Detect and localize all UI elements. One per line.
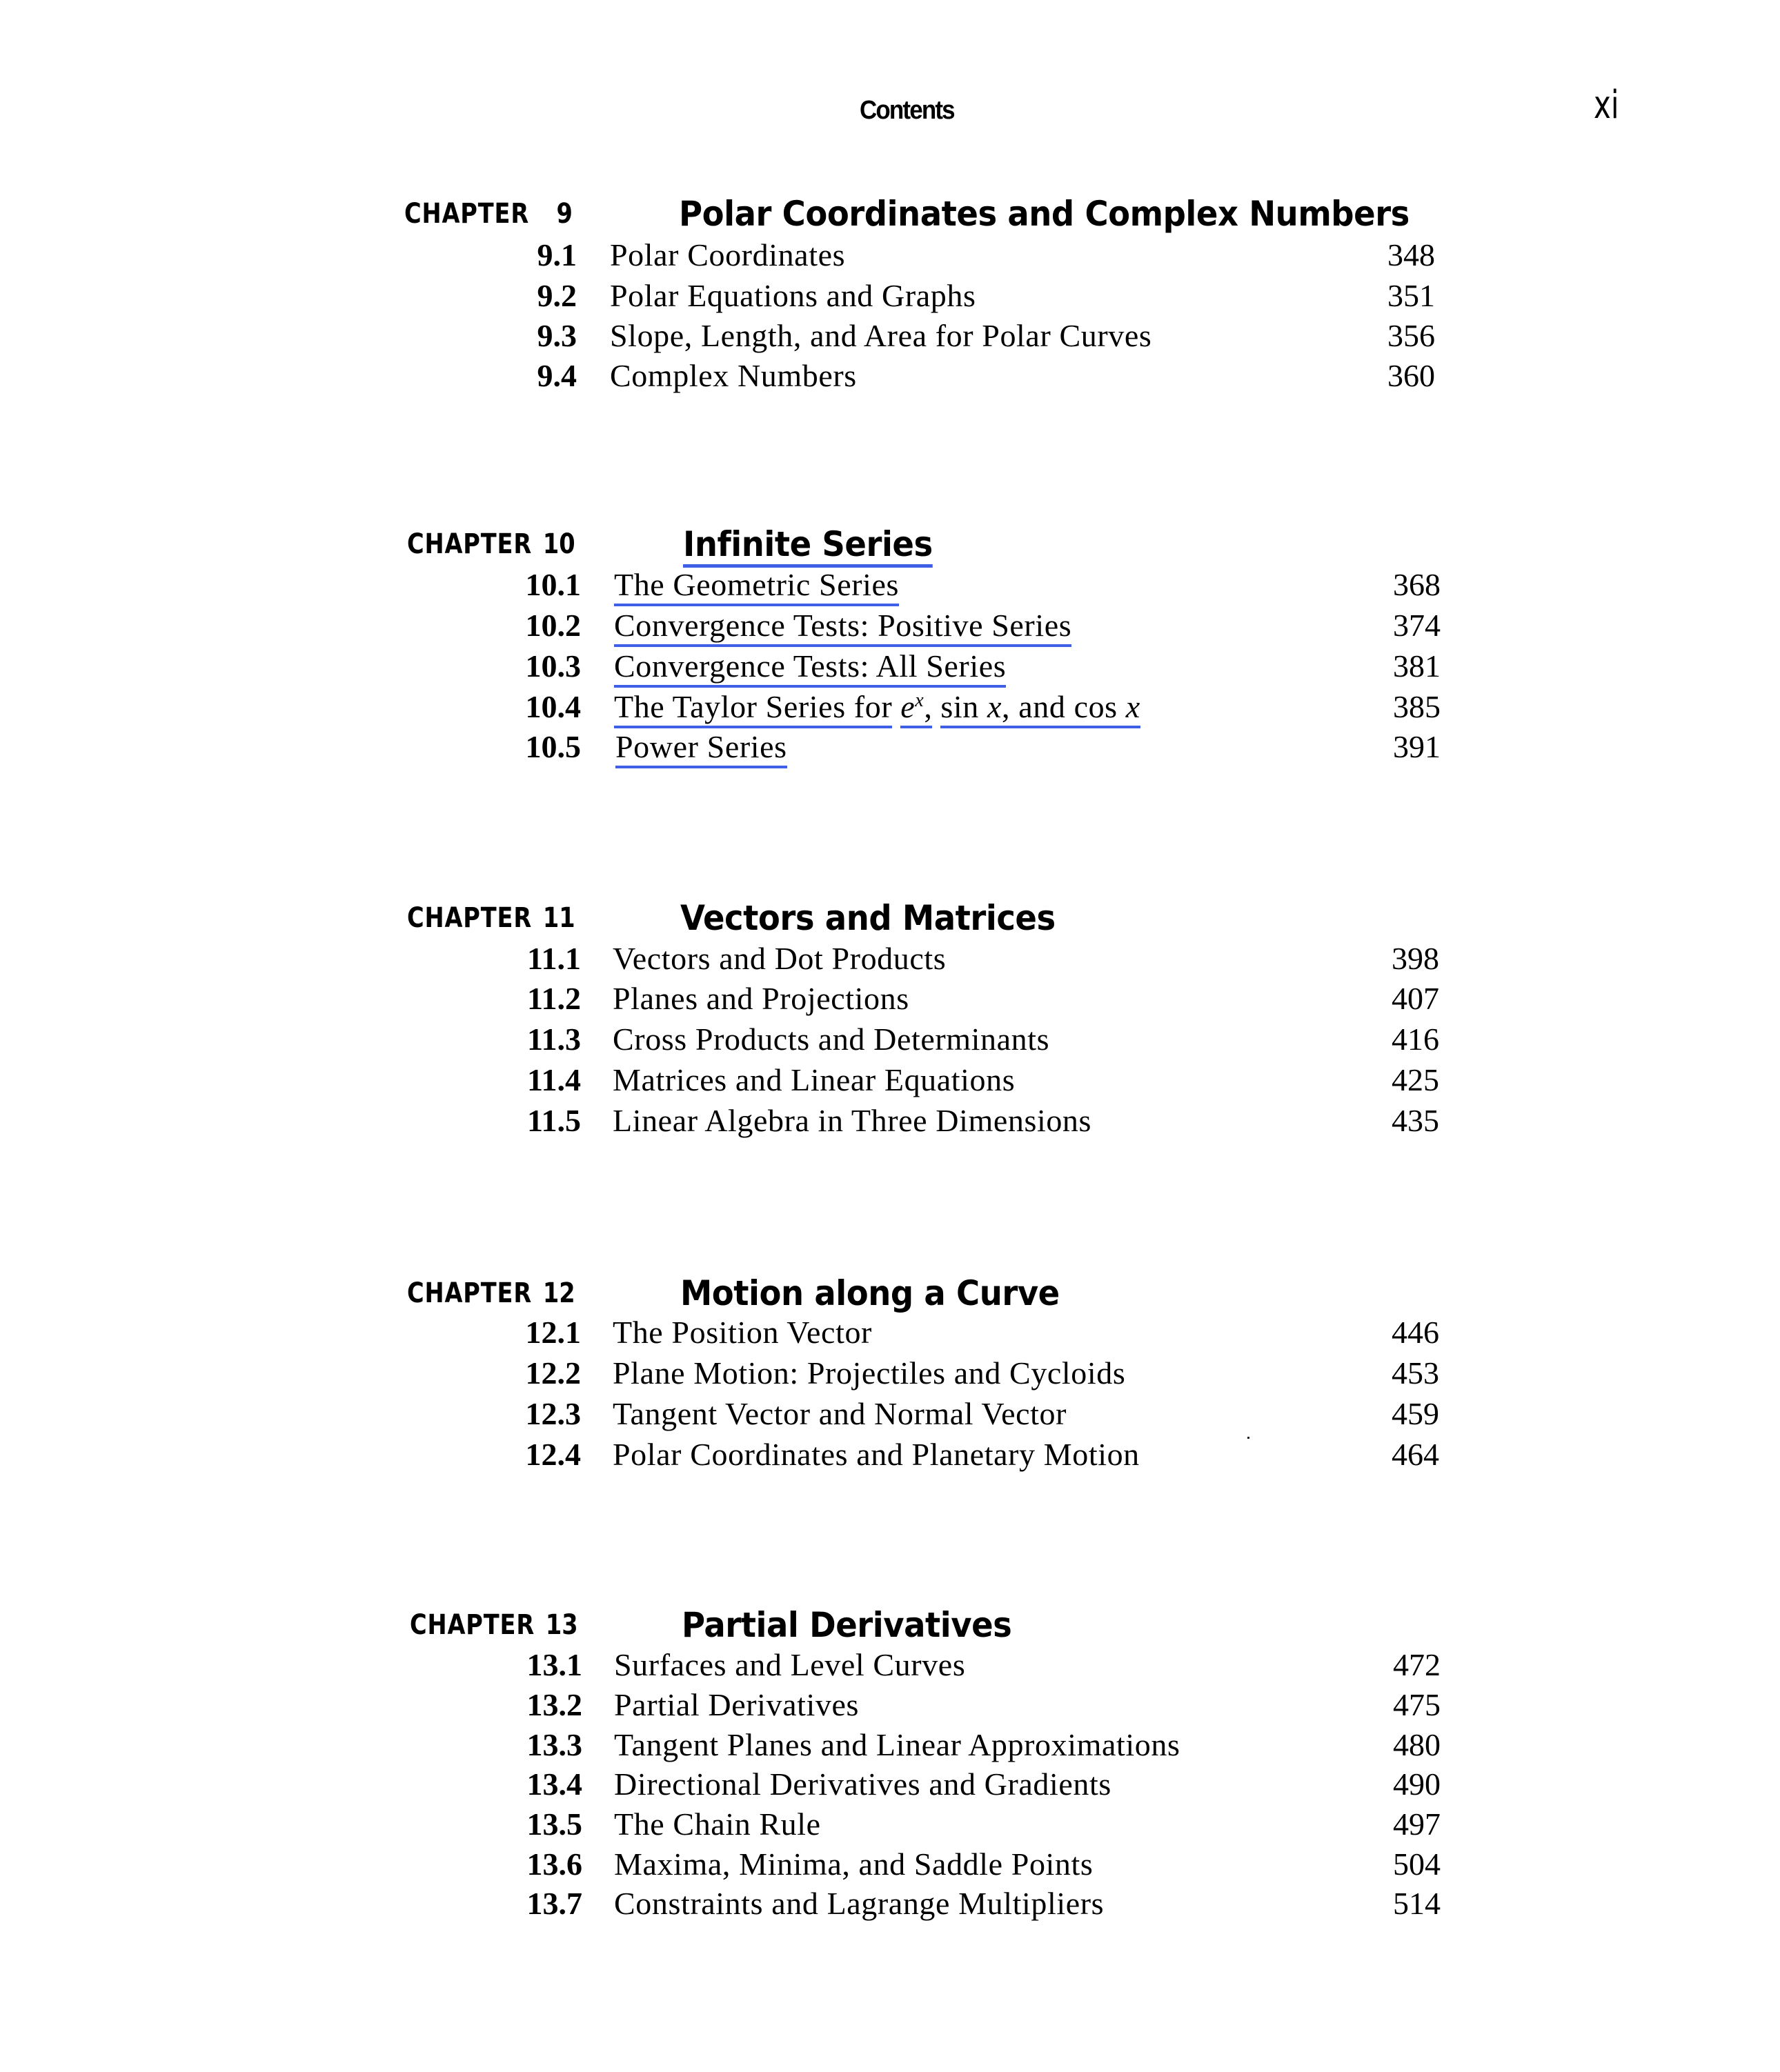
- math-exponent-x: x: [915, 690, 924, 711]
- chapter-title[interactable]: Infinite Series: [683, 524, 933, 568]
- toc-row: [0, 1685, 1780, 1725]
- section-title: Polar Coordinates: [610, 237, 846, 272]
- chapter-title: Motion along a Curve: [680, 1273, 1060, 1313]
- section-number: 10.1: [525, 567, 581, 602]
- section-number: 10.3: [525, 648, 581, 684]
- section-page: 381: [1393, 648, 1441, 684]
- toc-row: [0, 1764, 1780, 1804]
- section-page: 385: [1393, 689, 1441, 724]
- toc-row: [0, 1101, 1780, 1141]
- section-title: Complex Numbers: [610, 358, 857, 393]
- section-title[interactable]: The Geometric Series: [614, 567, 899, 606]
- chapter-title: Vectors and Matrices: [680, 898, 1056, 938]
- chapter-label: [407, 524, 580, 565]
- section-number: 10.5: [525, 729, 581, 764]
- section-title[interactable]: Convergence Tests: Positive Series: [614, 608, 1071, 647]
- chapter-label: [404, 193, 577, 235]
- section-page: 446: [1392, 1315, 1439, 1350]
- section-title: Constraints and Lagrange Multipliers: [614, 1886, 1105, 1921]
- section-number: 9.3: [537, 318, 577, 353]
- chapter-label: [407, 1273, 580, 1314]
- scan-speck: [1247, 1437, 1249, 1439]
- section-page: 514: [1393, 1886, 1441, 1921]
- comma: ,: [924, 689, 933, 724]
- section-page: 391: [1393, 729, 1441, 764]
- toc-row: [0, 1435, 1780, 1475]
- section-page: 360: [1387, 358, 1435, 393]
- section-number: 13.6: [526, 1846, 582, 1882]
- section-title-link[interactable]: [614, 565, 899, 605]
- section-number: 10.2: [525, 608, 581, 643]
- toc-row-link[interactable]: [0, 565, 1780, 605]
- section-page: 475: [1393, 1687, 1441, 1722]
- section-title-link[interactable]: [615, 727, 787, 767]
- chapter-word: CHAPTER: [404, 198, 530, 230]
- section-title-link[interactable]: [614, 646, 1006, 686]
- chapter-word: CHAPTER: [407, 528, 533, 560]
- section-title: The Position Vector: [613, 1315, 872, 1350]
- toc-row: [0, 1313, 1780, 1353]
- toc-row: [0, 939, 1780, 979]
- section-title-part[interactable]: [940, 689, 1140, 728]
- toc-row: [0, 356, 1780, 396]
- section-page: 490: [1393, 1766, 1441, 1802]
- math-x: x: [987, 689, 1002, 724]
- chapter-title: Polar Coordinates and Complex Numbers: [679, 194, 1410, 234]
- chapter-word: CHAPTER: [410, 1609, 535, 1641]
- section-title: The Chain Rule: [614, 1806, 821, 1842]
- math-sin: sin: [940, 689, 979, 724]
- chapter-number: 13: [546, 1609, 578, 1641]
- section-page: 480: [1393, 1727, 1441, 1762]
- section-number: 9.2: [537, 278, 577, 313]
- section-title: Slope, Length, and Area for Polar Curves: [610, 318, 1152, 353]
- section-title: Polar Coordinates and Planetary Motion: [613, 1437, 1140, 1472]
- section-page: 425: [1392, 1062, 1439, 1097]
- section-title-part[interactable]: [900, 689, 932, 728]
- section-title[interactable]: Convergence Tests: All Series: [614, 648, 1006, 688]
- chapter-number: 11: [543, 902, 575, 934]
- toc-row: [0, 235, 1780, 275]
- chapter-number: 12: [543, 1277, 575, 1309]
- section-page: 348: [1387, 237, 1435, 272]
- section-page: 416: [1392, 1022, 1439, 1057]
- section-number: 13.5: [526, 1806, 582, 1842]
- section-page: 504: [1393, 1846, 1441, 1882]
- section-title: Linear Algebra in Three Dimensions: [613, 1103, 1092, 1138]
- section-number: 11.1: [527, 941, 581, 976]
- chapter-title-link[interactable]: [683, 519, 933, 569]
- toc-row: [0, 1353, 1780, 1393]
- section-number: 13.1: [526, 1647, 582, 1682]
- math-x: x: [1125, 689, 1140, 724]
- section-title: Surfaces and Level Curves: [614, 1647, 966, 1682]
- section-page: 374: [1393, 608, 1441, 643]
- section-number: 10.4: [525, 689, 581, 724]
- toc-row: [0, 316, 1780, 356]
- section-number: 9.4: [537, 358, 577, 393]
- section-page: 497: [1393, 1806, 1441, 1842]
- section-title: Tangent Planes and Linear Approximations: [614, 1727, 1180, 1762]
- section-page: 351: [1387, 278, 1435, 313]
- section-page: 435: [1392, 1103, 1439, 1138]
- section-page: 459: [1392, 1396, 1439, 1431]
- section-number: 11.3: [527, 1022, 581, 1057]
- toc-row: [0, 1394, 1780, 1434]
- running-head: Contents: [860, 96, 954, 125]
- section-number: 12.3: [525, 1396, 581, 1431]
- section-number: 13.2: [526, 1687, 582, 1722]
- chapter-word: CHAPTER: [407, 1277, 533, 1309]
- toc-row: [0, 1060, 1780, 1100]
- section-title: Vectors and Dot Products: [613, 941, 947, 976]
- toc-row-link[interactable]: [0, 646, 1780, 686]
- chapter-label: [407, 897, 580, 939]
- section-title: Cross Products and Determinants: [613, 1022, 1050, 1057]
- chapter-word: CHAPTER: [407, 902, 533, 934]
- section-number: 9.1: [537, 237, 577, 272]
- section-page: 356: [1387, 318, 1435, 353]
- section-page: 453: [1392, 1355, 1439, 1391]
- section-title-link[interactable]: [614, 606, 1071, 646]
- chapter-number: 10: [543, 528, 575, 560]
- section-page: 464: [1392, 1437, 1439, 1472]
- section-number: 12.4: [525, 1437, 581, 1472]
- toc-row-link[interactable]: [0, 727, 1780, 767]
- section-page: 368: [1393, 567, 1441, 602]
- section-title-part[interactable]: The Taylor Series for: [614, 689, 892, 728]
- section-number: 13.3: [526, 1727, 582, 1762]
- section-number: 11.4: [527, 1062, 581, 1097]
- section-title: Directional Derivatives and Gradients: [614, 1766, 1111, 1802]
- section-page: 398: [1392, 941, 1439, 976]
- section-page: 472: [1393, 1647, 1441, 1682]
- text-and-cos: , and cos: [1002, 689, 1118, 724]
- toc-row: [0, 1844, 1780, 1884]
- toc-row: [0, 1019, 1780, 1059]
- section-number: 11.5: [527, 1103, 581, 1138]
- section-title[interactable]: Power Series: [615, 729, 787, 768]
- toc-row: [0, 979, 1780, 1019]
- toc-row: [0, 1645, 1780, 1685]
- section-number: 12.1: [525, 1315, 581, 1350]
- toc-row-link[interactable]: [0, 606, 1780, 646]
- toc-row: [0, 276, 1780, 316]
- math-e: e: [900, 689, 916, 724]
- section-title: Maxima, Minima, and Saddle Points: [614, 1846, 1094, 1882]
- toc-row: [0, 1725, 1780, 1765]
- section-title: Plane Motion: Projectiles and Cycloids: [613, 1355, 1126, 1391]
- section-title: Matrices and Linear Equations: [613, 1062, 1016, 1097]
- page-number: xi: [1594, 83, 1619, 128]
- chapter-label: [410, 1604, 582, 1646]
- section-title-link[interactable]: [614, 687, 1140, 727]
- section-title: Polar Equations and Graphs: [610, 278, 976, 313]
- section-number: 12.2: [525, 1355, 581, 1391]
- toc-row: [0, 1884, 1780, 1924]
- chapter-number: 9: [556, 198, 573, 230]
- section-title: Partial Derivatives: [614, 1687, 860, 1722]
- section-number: 11.2: [527, 981, 581, 1016]
- section-number: 13.4: [526, 1766, 582, 1802]
- section-number: 13.7: [526, 1886, 582, 1921]
- section-title: Planes and Projections: [613, 981, 909, 1016]
- chapter-title: Partial Derivatives: [682, 1605, 1012, 1645]
- section-title: Tangent Vector and Normal Vector: [613, 1396, 1067, 1431]
- toc-row-link[interactable]: [0, 687, 1780, 727]
- section-page: 407: [1392, 981, 1439, 1016]
- toc-row: [0, 1804, 1780, 1844]
